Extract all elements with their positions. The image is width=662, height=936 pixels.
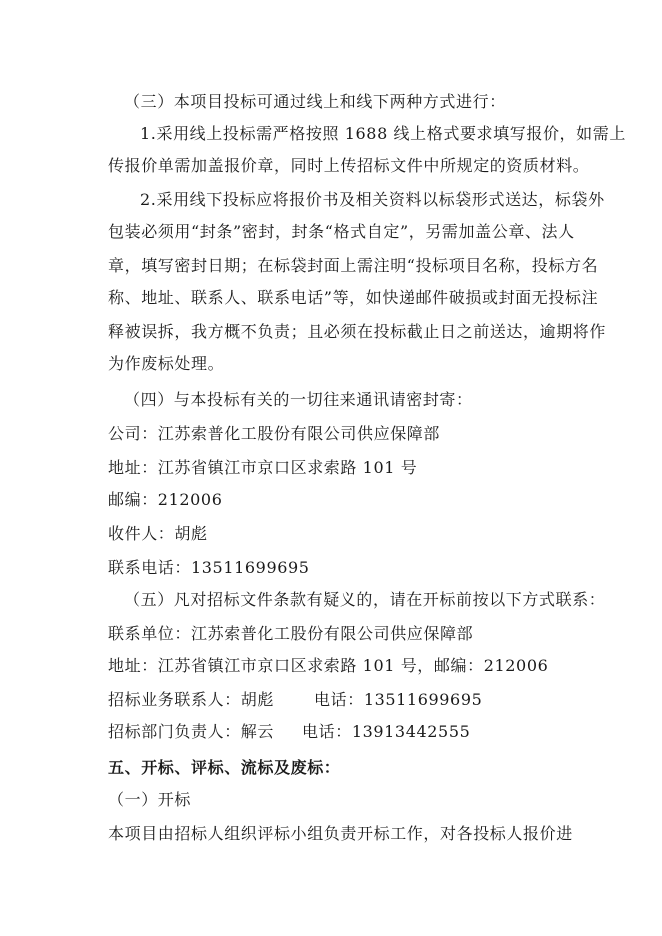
section-3-item-2-line-1: 2.采用线下投标应将报价书及相关资料以标袋形式送达，标袋外	[140, 190, 605, 209]
contact-1-phone: 电话：13511699695	[314, 690, 483, 709]
contact-unit: 联系单位：江苏索普化工股份有限公司供应保障部	[108, 624, 474, 643]
section-3-item-1-line-1: 1.采用线上投标需严格按照 1688 线上格式要求填写报价，如需上	[140, 124, 626, 143]
contact-1-name: 招标业务联系人：胡彪	[108, 690, 275, 709]
section-5-heading: （五）凡对招标文件条款有疑义的，请在开标前按以下方式联系：	[124, 590, 606, 609]
contact-2-name: 招标部门负责人：解云	[108, 722, 275, 741]
section-3-item-2-line-5: 释被误拆，我方概不负责；且必须在投标截止日之前送达，逾期将作	[108, 322, 607, 341]
contact-row-2	[108, 722, 608, 742]
mail-company: 公司：江苏索普化工股份有限公司供应保障部	[108, 424, 441, 443]
contact-address: 地址：江苏省镇江市京口区求索路 101 号，邮编：212006	[108, 656, 549, 675]
mail-recipient: 收件人：胡彪	[108, 524, 208, 543]
subsection-1-text: 本项目由招标人组织评标小组负责开标工作，对各投标人报价进	[108, 824, 573, 843]
section-3-item-2-line-6: 为作废标处理。	[108, 354, 225, 373]
contact-2-phone: 电话：13913442555	[302, 722, 471, 741]
section-3-item-2-line-4: 称、地址、联系人、联系电话”等，如快递邮件破损或封面无投标注	[108, 288, 599, 307]
section-3-item-1-line-2: 传报价单需加盖报价章，同时上传招标文件中所规定的资质材料。	[108, 156, 590, 175]
section-4-heading: （四）与本投标有关的一切往来通讯请密封寄：	[124, 390, 473, 409]
mail-postcode: 邮编：212006	[108, 490, 223, 509]
chapter-5-heading: 五、开标、评标、流标及废标：	[108, 758, 341, 777]
contact-row-1	[108, 690, 608, 710]
mail-address: 地址：江苏省镇江市京口区求索路 101 号	[108, 458, 418, 477]
section-3-item-2-line-3: 章，填写密封日期；在标袋封面上需注明“投标项目名称，投标方名	[108, 256, 599, 275]
subsection-1-heading: （一）开标	[108, 790, 192, 809]
mail-phone: 联系电话：13511699695	[108, 558, 310, 577]
section-3-heading: （三）本项目投标可通过线上和线下两种方式进行：	[124, 92, 506, 111]
section-3-item-2-line-2: 包装必须用“封条”密封，封条“格式自定”，另需加盖公章、法人	[108, 222, 575, 241]
